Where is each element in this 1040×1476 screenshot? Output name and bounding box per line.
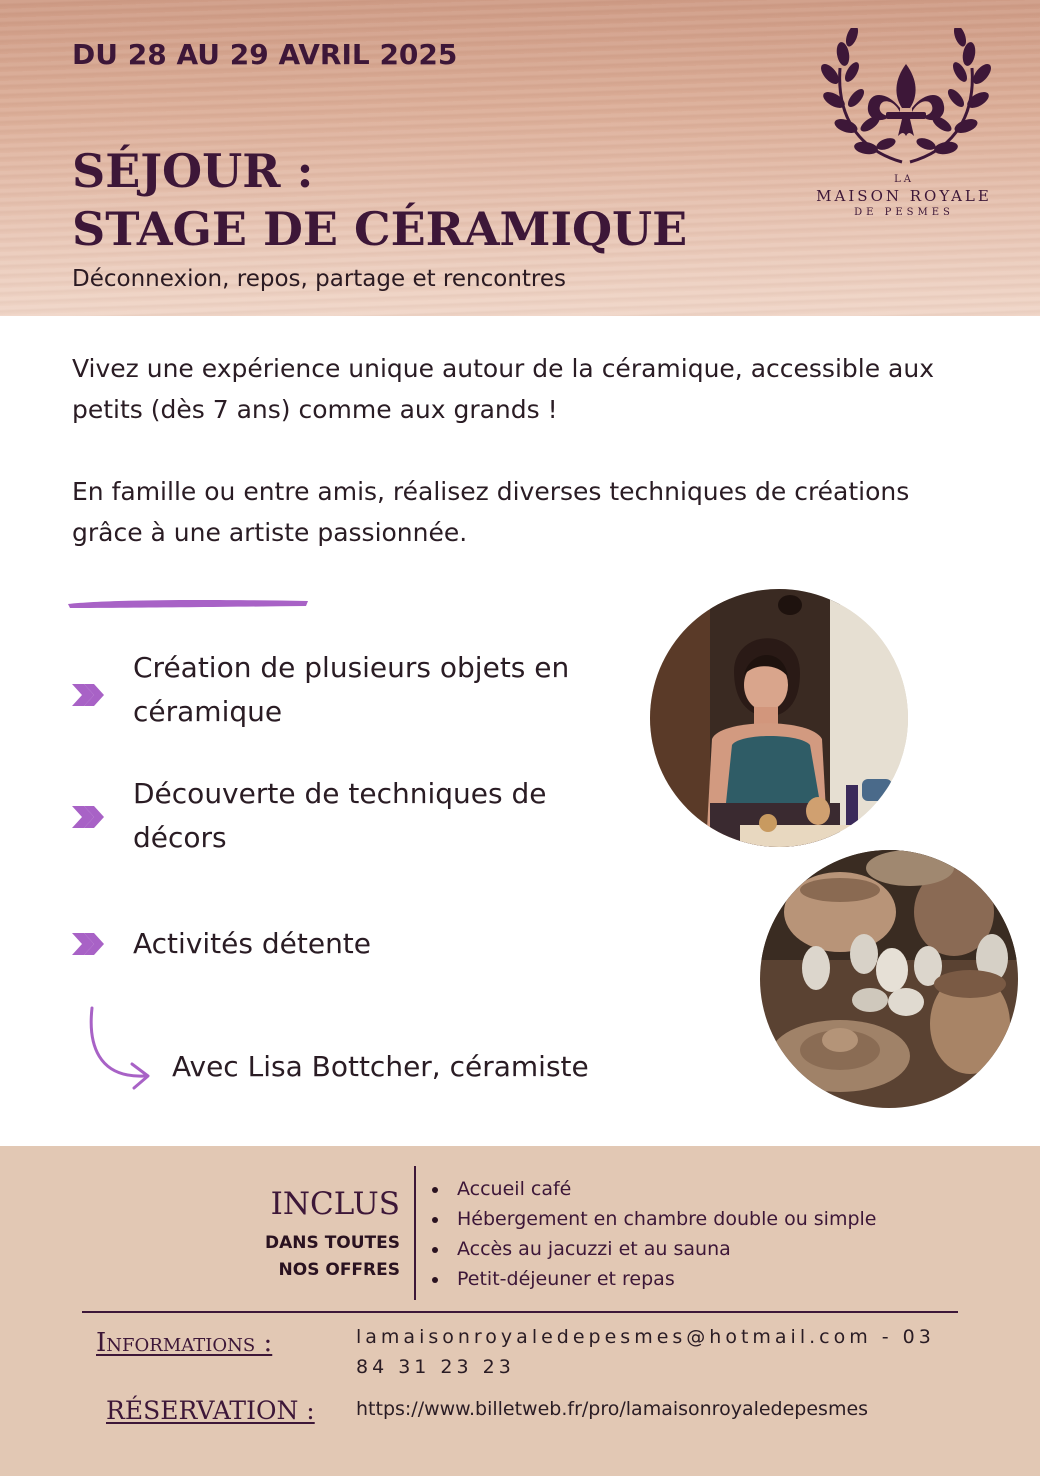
info-label: Informations : xyxy=(96,1328,273,1358)
artist-photo xyxy=(650,589,908,847)
vertical-divider xyxy=(414,1166,416,1300)
included-sub-line-1: DANS TOUTES xyxy=(265,1233,400,1253)
intro-paragraph-1: Vivez une expérience unique autour de la céramique, accessible aux petits (dès 7 ans) comme aux grands ! xyxy=(72,354,934,424)
horizontal-divider xyxy=(82,1311,958,1313)
list-item: Petit-déjeuner et repas xyxy=(428,1264,877,1294)
title-line-2: STAGE DE CÉRAMIQUE xyxy=(72,202,688,256)
double-chevron-icon xyxy=(70,931,106,957)
booking-link[interactable]: https://www.billetweb.fr/pro/lamaisonroyaledepesmes xyxy=(356,1398,869,1420)
included-subheading xyxy=(180,1230,400,1284)
logo-name-text: MAISON ROYALE xyxy=(816,187,992,205)
title-line-1: SÉJOUR : xyxy=(72,144,314,198)
page-subtitle: Déconnexion, repos, partage et rencontres xyxy=(72,266,567,292)
footer-panel xyxy=(0,1146,1040,1476)
header-banner xyxy=(0,0,1040,316)
feature-text: Création de plusieurs objets en céramique xyxy=(133,651,570,728)
intro-text xyxy=(72,348,952,553)
feature-text: Activités détente xyxy=(133,927,372,960)
double-chevron-icon xyxy=(70,682,106,708)
booking-label: RÉSERVATION : xyxy=(106,1396,315,1425)
page-title xyxy=(72,142,687,258)
pottery-photo xyxy=(760,850,1018,1108)
intro-paragraph-2: En famille ou entre amis, réalisez diverses techniques de créations grâce à une artiste passionnée. xyxy=(72,477,910,547)
event-date: DU 28 AU 29 AVRIL 2025 xyxy=(72,38,458,71)
maison-royale-logo xyxy=(806,28,1006,228)
fleur-de-lis-laurel-icon xyxy=(806,28,1006,174)
list-item: Accueil café xyxy=(428,1174,877,1204)
logo-sub-text: DE PESMES xyxy=(854,207,954,218)
double-chevron-icon xyxy=(70,804,106,830)
list-item: Accès au jacuzzi et au sauna xyxy=(428,1234,877,1264)
purple-brush-stroke xyxy=(66,596,310,610)
artist-credit: Avec Lisa Bottcher, céramiste xyxy=(172,1050,589,1083)
feature-text: Découverte de techniques de décors xyxy=(133,777,547,854)
logo-la-text: LA xyxy=(894,174,914,185)
included-sub-line-2: NOS OFFRES xyxy=(278,1260,400,1280)
included-heading: INCLUS xyxy=(270,1186,400,1222)
included-list xyxy=(428,1174,877,1294)
list-item: Hébergement en chambre double ou simple xyxy=(428,1204,877,1234)
contact-info[interactable]: lamaisonroyaledepesmes@hotmail.com - 03 84 31 23 23 xyxy=(356,1326,935,1378)
curved-arrow-icon xyxy=(84,1004,156,1096)
